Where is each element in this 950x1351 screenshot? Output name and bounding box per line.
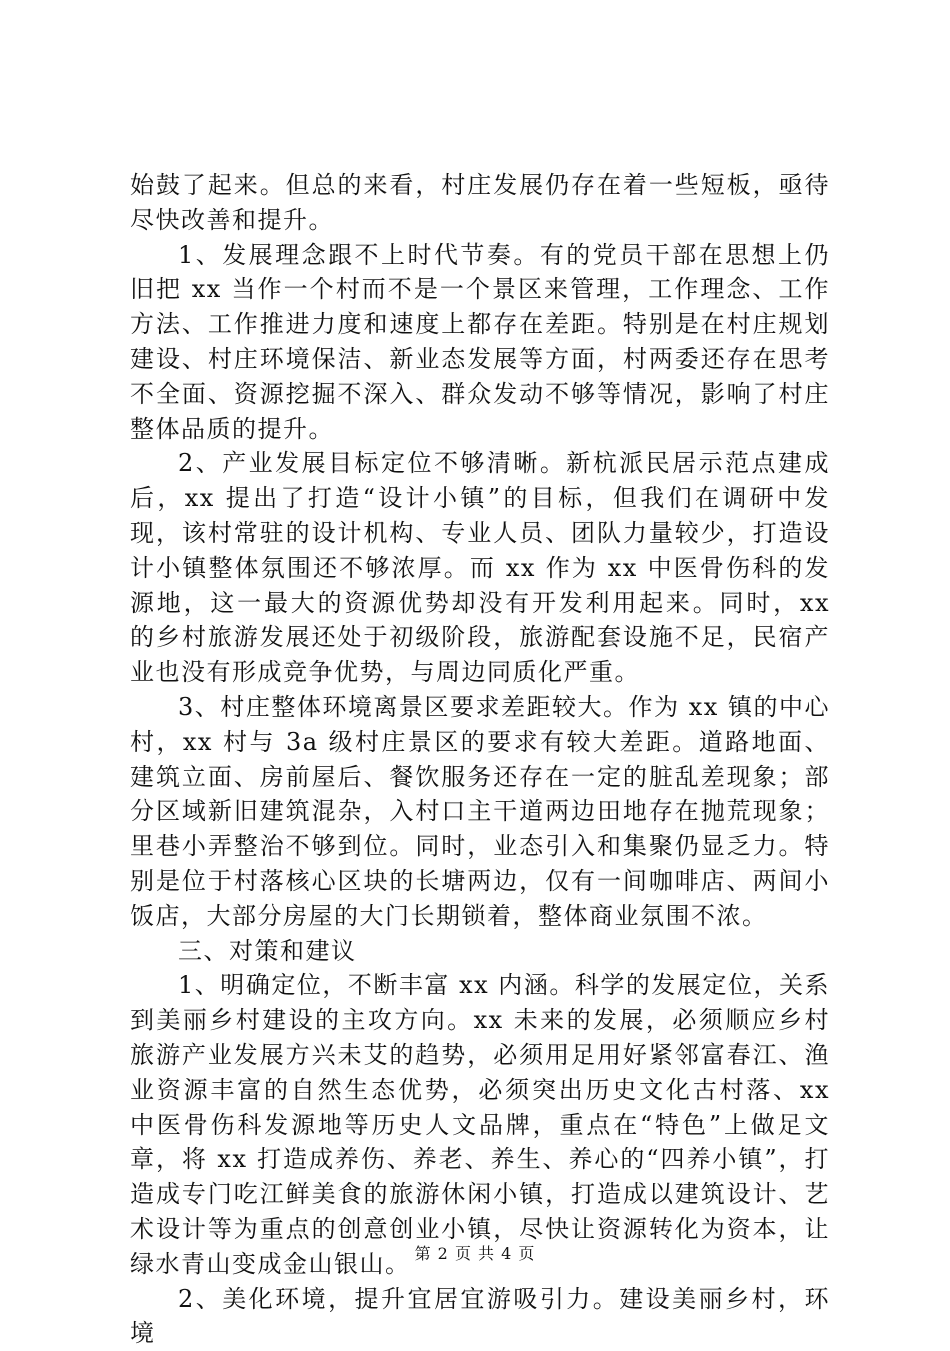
paragraph-issue-3: 3、村庄整体环境离景区要求差距较大。作为 xx 镇的中心村，xx 村与 3a 级村庄景区的要求有较大差距。道路地面、建筑立面、房前屋后、餐饮服务还存在一定的脏乱差现象；部分区域新旧建筑混杂，入村口主干道两边田地存在抛荒现象；里巷小弄整治不够到位。同时，业态引入和集聚仍显乏力。特别是位于村落核心区块的长塘两边，仅有一间咖啡店、两间小饭店，大部分房屋的大门长期锁着，整体商业氛围不浓。 (130, 690, 830, 934)
section-heading: 三、对策和建议 (130, 934, 830, 969)
paragraph-issue-2: 2、产业发展目标定位不够清晰。新杭派民居示范点建成后，xx 提出了打造“设计小镇”的目标，但我们在调研中发现，该村常驻的设计机构、专业人员、团队力量较少，打造设计小镇整体氛围还不够浓厚。而 xx 作为 xx 中医骨伤科的发源地，这一最大的资源优势却没有开发利用起来。同时，xx 的乡村旅游发展还处于初级阶段，旅游配套设施不足，民宿产业也没有形成竞争优势，与周边同质化严重。 (130, 446, 830, 690)
paragraph-suggestion-1: 1、明确定位，不断丰富 xx 内涵。科学的发展定位，关系到美丽乡村建设的主攻方向。xx 未来的发展，必须顺应乡村旅游产业发展方兴未艾的趋势，必须用足用好紧邻富春江、渔业资源丰富的自然生态优势，必须突出历史文化古村落、xx 中医骨伤科发源地等历史人文品牌，重点在“特色”上做足文章，将 xx 打造成养伤、养老、养生、养心的“四养小镇”，打造成专门吃江鲜美食的旅游休闲小镇，打造成以建筑设计、艺术设计等为重点的创意创业小镇，尽快让资源转化为资本，让绿水青山变成金山银山。 (130, 968, 830, 1281)
paragraph-issue-1: 1、发展理念跟不上时代节奏。有的党员干部在思想上仍旧把 xx 当作一个村而不是一个景区来管理，工作理念、工作方法、工作推进力度和速度上都存在差距。特别是在村庄规划建设、村庄环境保洁、新业态发展等方面，村两委还存在思考不全面、资源挖掘不深入、群众发动不够等情况，影响了村庄整体品质的提升。 (130, 238, 830, 447)
document-body (130, 168, 830, 1351)
page-number-footer: 第 2 页 共 4 页 (0, 1244, 950, 1264)
paragraph-suggestion-2: 2、美化环境，提升宜居宜游吸引力。建设美丽乡村，环境 (130, 1282, 830, 1351)
paragraph-continuation: 始鼓了起来。但总的来看，村庄发展仍存在着一些短板，亟待尽快改善和提升。 (130, 168, 830, 238)
